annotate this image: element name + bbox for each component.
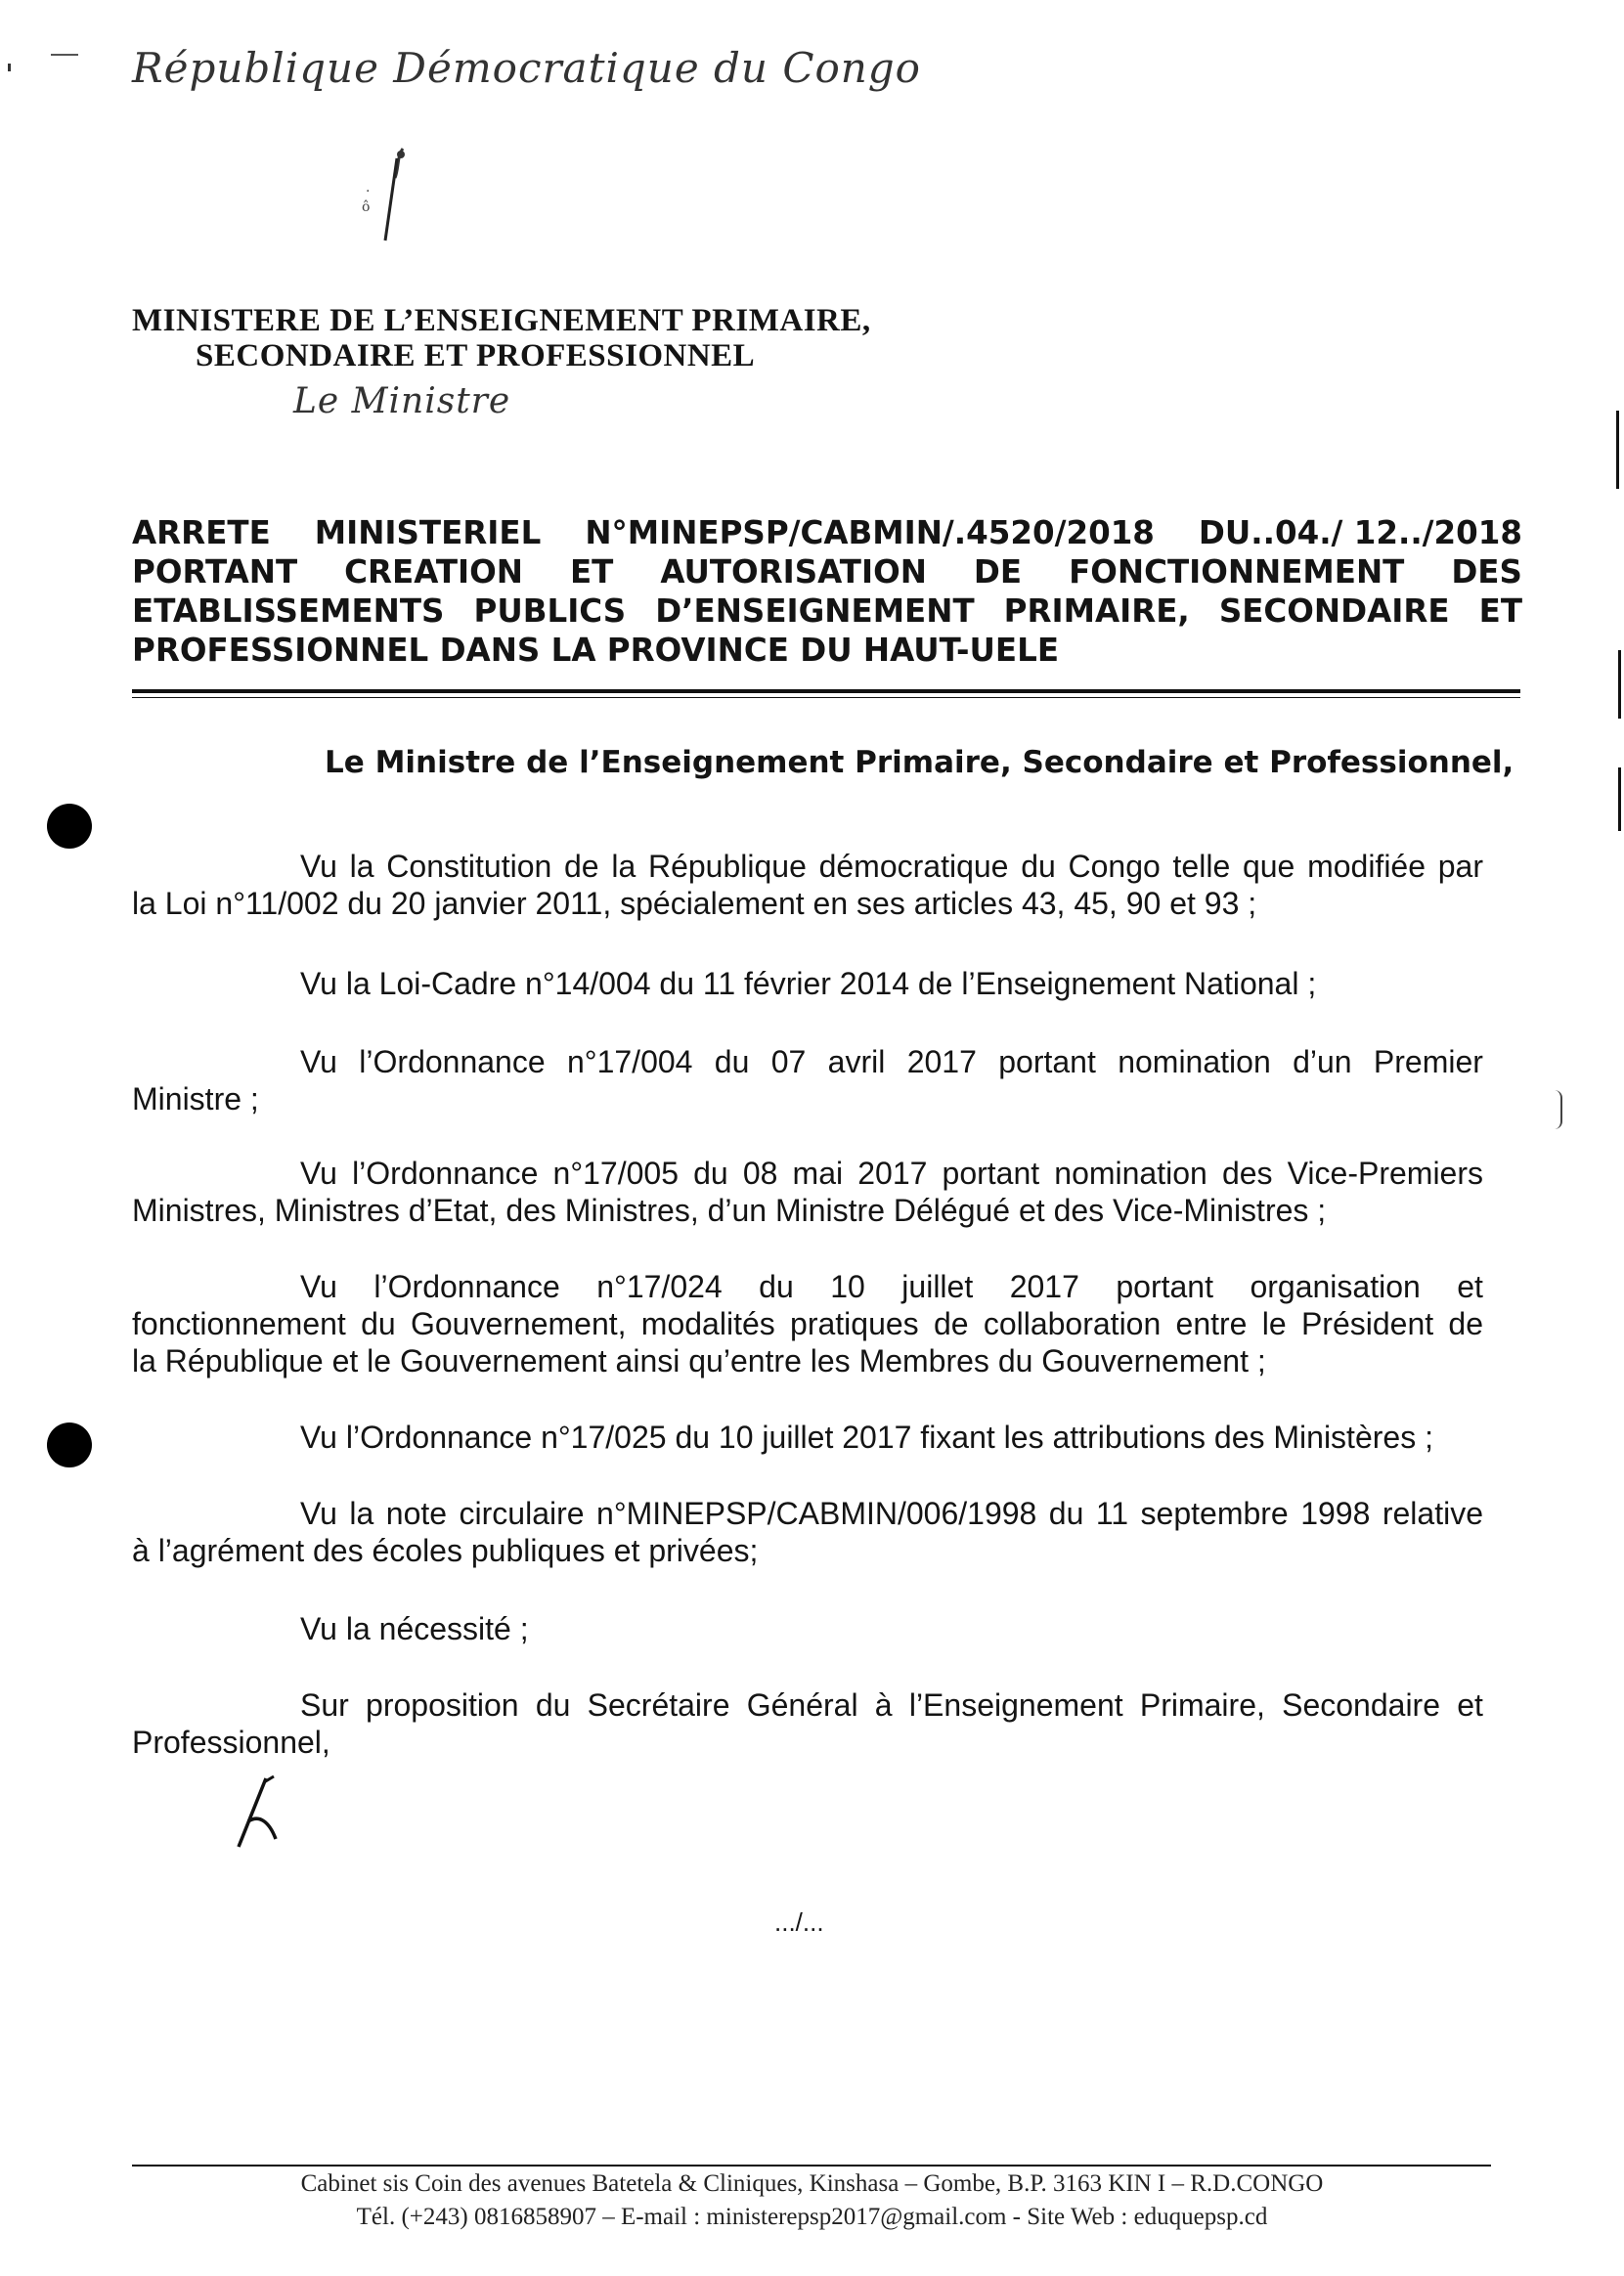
title-divider-rule-thin [132, 697, 1520, 698]
signatory-title: Le Ministre [293, 381, 511, 421]
paragraph-word: du [714, 1044, 750, 1079]
paragraph-line: la République et le Gouvernement ainsi qu’entre les Membres du Gouvernement ; [132, 1343, 1266, 1379]
paragraph-word: organisation [1250, 1269, 1421, 1304]
scan-edge-mark [1618, 767, 1621, 831]
page-continuation-mark: .../... [774, 1907, 824, 1937]
paragraph-line: Ministres, Ministres d’Etat, des Ministres, d’un Ministre Délégué et des Vice-Ministres ; [132, 1193, 1327, 1228]
paragraph-ordonnance-17-005 [132, 1155, 1483, 1229]
paragraph-ordonnance-17-024 [132, 1268, 1483, 1379]
paragraph-word: Secondaire [1282, 1687, 1440, 1723]
paragraph-word: l’Enseignement [908, 1687, 1123, 1723]
title-word: PRIMAIRE, [1003, 592, 1190, 630]
punch-hole-dot [47, 804, 92, 849]
paragraph-word: d’un [1293, 1044, 1352, 1079]
scan-edge-mark [1555, 1090, 1562, 1129]
coat-of-arms-emblem [352, 145, 420, 242]
paragraph-word: 2017 [906, 1044, 977, 1079]
footer-contact: Tél. (+243) 0816858907 – E-mail : ministerepsp2017@gmail.com - Site Web : eduquepsp.cd [356, 2204, 1268, 2230]
paragraph-line: Professionnel, [132, 1725, 330, 1760]
paragraph-word: n°17/004 [566, 1044, 693, 1079]
title-word: ETABLISSEMENTS [132, 592, 445, 630]
paragraph-ordonnance-17-025 [132, 1419, 1483, 1456]
title-word: DE [973, 553, 1023, 591]
punch-hole-dot [47, 1422, 92, 1467]
country-header: République Démocratique du Congo [132, 44, 921, 92]
paragraph-word: à [874, 1687, 893, 1723]
title-word: AUTORISATION [660, 553, 927, 591]
paragraph-word: l’Ordonnance [359, 1044, 546, 1079]
paragraph-word: portant [1116, 1269, 1213, 1304]
paragraph-line: la Loi n°11/002 du 20 janvier 2011, spécialement en ses articles 43, 45, 90 et 93 ; [132, 886, 1257, 921]
scan-tick-mark [8, 64, 11, 71]
paragraph-loi-cadre [132, 965, 1483, 1002]
svg-text:ô: ô [362, 199, 371, 215]
paragraph-word: Vu [300, 1044, 337, 1079]
decree-title [132, 513, 1522, 670]
title-word: SECONDAIRE [1218, 592, 1450, 630]
handwritten-initials [227, 1774, 295, 1853]
paragraph-line: Vu la note circulaire n°MINEPSP/CABMIN/006/1998 du 11 septembre 1998 relative [300, 1496, 1483, 1531]
paragraph-word: 2017 [1009, 1269, 1079, 1304]
paragraph-word: Premier [1373, 1044, 1483, 1079]
paragraph-ordonnance-17-004 [132, 1043, 1483, 1117]
title-word: DES [1451, 553, 1522, 591]
title-word: FONCTIONNEMENT [1069, 553, 1405, 591]
paragraph-note-circulaire [132, 1495, 1483, 1569]
paragraph-word: Secrétaire [587, 1687, 730, 1723]
paragraph-word: Sur [300, 1687, 349, 1723]
paragraph-word: juillet [901, 1269, 974, 1304]
minister-heading: Le Ministre de l’Enseignement Primaire, Secondaire et Professionnel, [325, 745, 1514, 780]
paragraph-line: Vu la Constitution de la République démocratique du Congo telle que modifiée par [300, 849, 1483, 884]
title-line [132, 591, 1522, 631]
title-divider-rule [132, 689, 1520, 693]
ministry-name-line1: MINISTERE DE L’ENSEIGNEMENT PRIMAIRE, [132, 303, 871, 338]
title-line: PROFESSIONNEL DANS LA PROVINCE DU HAUT-UELE [132, 632, 1060, 669]
paragraph-line: à l’agrément des écoles publiques et privées; [132, 1533, 759, 1568]
scan-edge-mark [1618, 650, 1621, 719]
paragraph-line: Ministre ; [132, 1081, 259, 1116]
paragraph-line: Vu l’Ordonnance n°17/005 du 08 mai 2017 portant nomination des Vice-Premiers [300, 1156, 1483, 1191]
footer-address: Cabinet sis Coin des avenues Batetela & Cliniques, Kinshasa – Gombe, B.P. 3163 KIN I – R.D.CONGO [300, 2170, 1324, 2197]
decree-date: DU..04./ 12../2018 [1198, 514, 1522, 551]
title-word: CREATION [344, 553, 523, 591]
paragraph-word: et [1457, 1269, 1483, 1304]
paragraph-word: et [1457, 1687, 1483, 1723]
paragraph-word: 10 [830, 1269, 865, 1304]
title-word: D’ENSEIGNEMENT [655, 592, 975, 630]
paragraph-word: l’Ordonnance [373, 1269, 560, 1304]
paragraph-word: avril [827, 1044, 886, 1079]
footer-divider-rule [132, 2165, 1491, 2167]
title-line [132, 552, 1522, 591]
body-text [132, 848, 1483, 1761]
title-word: MINISTERIEL [314, 514, 542, 551]
paragraph-constitution [132, 848, 1483, 922]
scan-dash-mark [51, 54, 78, 56]
svg-text:·: · [366, 184, 371, 199]
paragraph-word: nomination [1118, 1044, 1271, 1079]
paragraph-word: Vu [300, 1269, 337, 1304]
paragraph-word: du [759, 1269, 794, 1304]
paragraph-word: Général [746, 1687, 858, 1723]
decree-number: N°MINEPSP/CABMIN/.4520/2018 [585, 514, 1155, 551]
paragraph-line: fonctionnement du Gouvernement, modalités pratiques de collaboration entre le Président de [132, 1306, 1483, 1341]
paragraph-word: 07 [770, 1044, 807, 1079]
title-word: ET [569, 553, 614, 591]
scan-edge-mark [1616, 411, 1619, 489]
paragraph-line: Vu la Loi-Cadre n°14/004 du 11 février 2014 de l’Enseignement National ; [300, 966, 1317, 1001]
paragraph-word: proposition [366, 1687, 519, 1723]
title-word: ARRETE [132, 514, 271, 551]
paragraph-proposition [132, 1686, 1483, 1761]
paragraph-word: du [535, 1687, 571, 1723]
paragraph-line: Vu l’Ordonnance n°17/025 du 10 juillet 2017 fixant les attributions des Ministères ; [300, 1420, 1433, 1455]
title-word: PUBLICS [473, 592, 627, 630]
title-word: ET [1478, 592, 1522, 630]
title-word: PORTANT [132, 553, 298, 591]
paragraph-word: portant [998, 1044, 1096, 1079]
paragraph-line: Vu la nécessité ; [300, 1611, 529, 1646]
paragraph-word: Primaire, [1139, 1687, 1265, 1723]
paragraph-word: n°17/024 [596, 1269, 723, 1304]
title-line [132, 513, 1522, 552]
paragraph-necessite [132, 1610, 1483, 1647]
ministry-name-line2: SECONDAIRE ET PROFESSIONNEL [196, 338, 756, 373]
